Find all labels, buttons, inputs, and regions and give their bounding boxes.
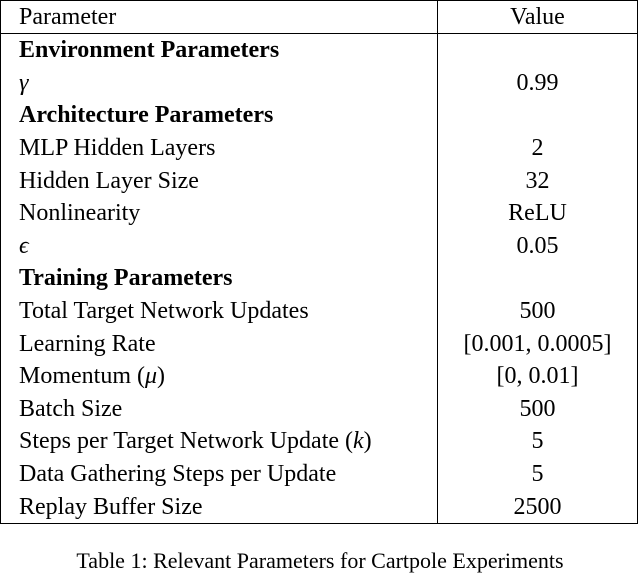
parameter-name — [1, 164, 438, 197]
parameter-label: Architecture Parameters — [19, 102, 274, 129]
table-row — [1, 425, 638, 458]
table-row — [1, 360, 638, 393]
table-row — [1, 295, 638, 328]
table-row — [1, 458, 638, 491]
parameter-name — [1, 295, 438, 328]
parameter-table-body — [1, 1, 638, 524]
parameter-value: 500 — [519, 395, 556, 422]
parameter-name — [1, 425, 438, 458]
parameter-label: ϵ — [19, 232, 29, 259]
parameter-value: 2500 — [513, 493, 562, 520]
parameter-name — [1, 327, 438, 360]
table-section-row — [1, 34, 638, 67]
table-row — [1, 327, 638, 360]
table-row — [1, 230, 638, 263]
parameter-label: Nonlinearity — [19, 200, 141, 227]
parameter-label: Training Parameters — [19, 265, 233, 292]
parameter-value: 5 — [531, 428, 544, 455]
parameter-label: Total Target Network Updates — [19, 298, 309, 325]
parameter-symbol: k — [353, 428, 364, 455]
header-value: Value — [438, 1, 638, 34]
parameter-name — [1, 197, 438, 230]
parameter-value — [438, 99, 638, 132]
parameter-name — [1, 490, 438, 523]
parameter-label: Learning Rate — [19, 330, 156, 357]
table-row — [1, 490, 638, 523]
parameter-label-tail: ) — [363, 428, 372, 455]
section-title — [1, 34, 438, 67]
parameter-label: Steps per Target Network Update ( — [19, 428, 354, 455]
table-row — [1, 197, 638, 230]
table-row — [1, 164, 638, 197]
parameter-label: Replay Buffer Size — [19, 493, 203, 520]
parameter-label-tail: ) — [157, 363, 166, 390]
parameter-label: γ — [19, 69, 29, 96]
table-row — [1, 132, 638, 165]
table-section-row — [1, 99, 638, 132]
table-section-row — [1, 262, 638, 295]
parameter-value — [438, 262, 638, 295]
parameter-label: Hidden Layer Size — [19, 167, 199, 194]
table-header-row — [1, 1, 638, 34]
table-caption: Table 1: Relevant Parameters for Cartpole Experiments — [76, 548, 564, 573]
parameter-value — [438, 34, 638, 67]
parameter-value: 0.99 — [516, 69, 559, 96]
parameter-name — [1, 67, 438, 100]
table-row — [1, 67, 638, 100]
parameter-value: [0, 0.01] — [496, 363, 579, 390]
section-title — [1, 99, 438, 132]
parameter-value: 32 — [525, 167, 550, 194]
parameter-name — [1, 230, 438, 263]
parameter-name — [1, 132, 438, 165]
parameter-label: Batch Size — [19, 395, 123, 422]
parameter-symbol: μ — [145, 363, 158, 390]
parameter-name — [1, 458, 438, 491]
header-parameter: Parameter — [1, 1, 438, 34]
parameter-value: 0.05 — [516, 232, 559, 259]
parameter-value: ReLU — [508, 200, 567, 227]
parameter-label: Environment Parameters — [19, 37, 280, 64]
parameter-name — [1, 393, 438, 426]
parameter-value: 5 — [531, 461, 544, 488]
parameter-value: 500 — [519, 298, 556, 325]
parameter-value: 2 — [531, 135, 544, 162]
table-row — [1, 393, 638, 426]
parameter-label: Momentum ( — [19, 363, 145, 390]
parameter-value: [0.001, 0.0005] — [463, 330, 612, 357]
parameter-label: MLP Hidden Layers — [19, 135, 216, 162]
parameter-label: Data Gathering Steps per Update — [19, 461, 337, 488]
section-title — [1, 262, 438, 295]
parameter-name — [1, 360, 438, 393]
